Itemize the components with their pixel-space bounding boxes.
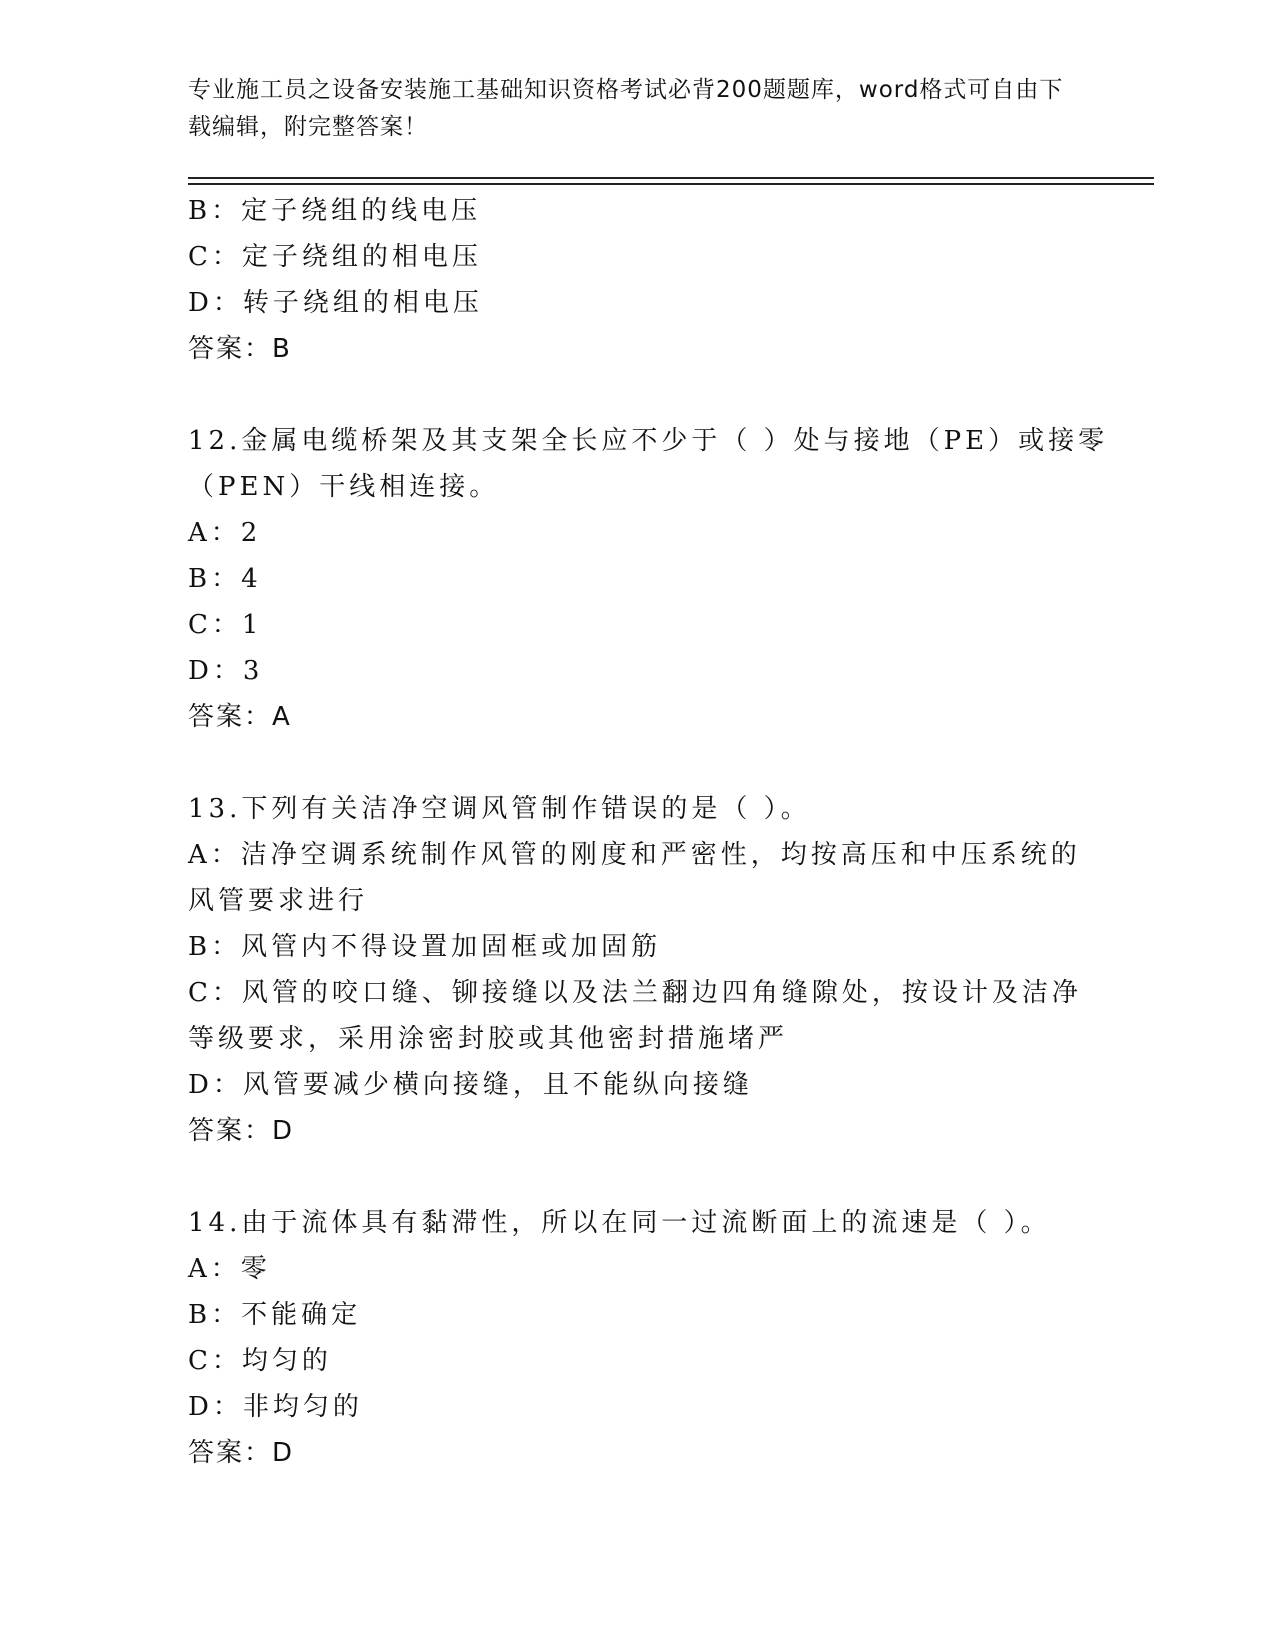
option-a: A：零: [188, 1254, 271, 1284]
option-c: C：均匀的: [188, 1346, 332, 1376]
question-text-line: （PEN）干线相连接。: [188, 472, 500, 502]
question-content: [188, 188, 1109, 1476]
option-d: D：3: [188, 656, 264, 686]
option-d: D：非均匀的: [188, 1392, 363, 1422]
answer-label: 答案：A: [188, 702, 292, 732]
question-text-line: 12.金属电缆桥架及其支架全长应不少于（ ）处与接地（PE）或接零: [188, 426, 1109, 456]
option-d: D：转子绕组的相电压: [188, 288, 483, 318]
question-text-line: 14.由于流体具有黏滞性，所以在同一过流断面上的流速是（ ）。: [188, 1208, 1051, 1238]
option-b: B：风管内不得设置加固框或加固筋: [188, 932, 662, 962]
question-14: [188, 1200, 1088, 1476]
spacer: [188, 1154, 1088, 1200]
option-b: B：定子绕组的线电压: [188, 196, 482, 226]
option-c: C：风管的咬口缝、铆接缝以及法兰翻边四角缝隙处，按设计及洁净等级要求，采用涂密封胶或其他密封措施堵严: [188, 978, 1082, 1054]
answer-label: 答案：D: [188, 1438, 295, 1468]
spacer: [188, 740, 1088, 786]
header-divider-bottom: [188, 183, 1154, 185]
option-c: C：1: [188, 610, 263, 640]
option-c: C：定子绕组的相电压: [188, 242, 482, 272]
spacer: [188, 372, 1088, 418]
option-a: A：2: [188, 518, 262, 548]
answer-label: 答案：D: [188, 1116, 295, 1146]
partial-question: [188, 188, 1088, 372]
option-a: A：洁净空调系统制作风管的刚度和严密性，均按高压和中压系统的风管要求进行: [188, 840, 1081, 916]
question-text-line: 13.下列有关洁净空调风管制作错误的是（ ）。: [188, 794, 811, 824]
document-header: 专业施工员之设备安装施工基础知识资格考试必背200题题库，word格式可自由下载编辑，附完整答案！: [188, 77, 1064, 140]
option-b: B：不能确定: [188, 1300, 362, 1330]
question-13: [188, 786, 1088, 1154]
answer-label: 答案：B: [188, 334, 292, 364]
header-divider-top: [188, 177, 1154, 179]
option-b: B：4: [188, 564, 262, 594]
question-12: [188, 418, 1109, 740]
option-d: D：风管要减少横向接缝，且不能纵向接缝: [188, 1070, 753, 1100]
